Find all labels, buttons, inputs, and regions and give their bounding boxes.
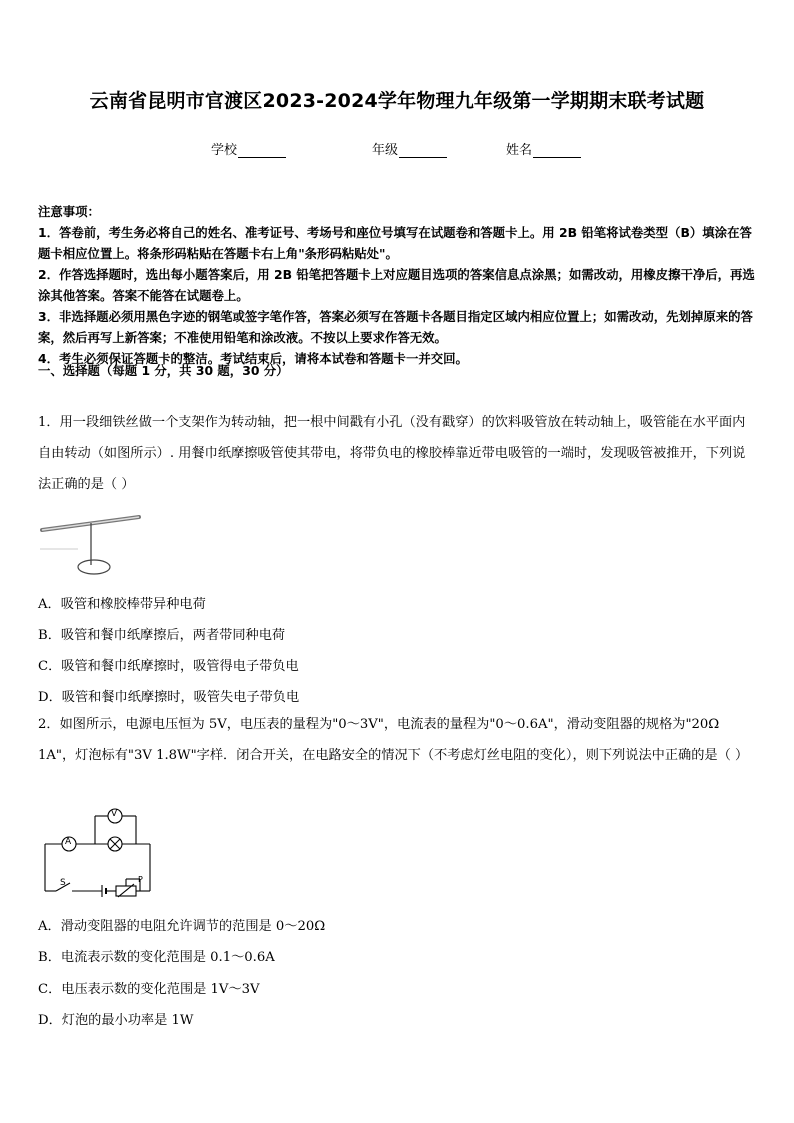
- grade-blank[interactable]: [399, 144, 447, 158]
- slider-label: P: [138, 875, 143, 884]
- question-2-option-a[interactable]: A．滑动变阻器的电阻允许调节的范围是 0～20Ω: [38, 919, 326, 934]
- circuit-diagram: [40, 806, 155, 898]
- question-1-stem: 1．用一段细铁丝做一个支架作为转动轴，把一根中间戳有小孔（没有戳穿）的饮料吸管放在转动轴上，吸管能在水平面内自由转动（如图所示）. 用餐巾纸摩擦吸管使其带电，将带负电的橡胶棒靠近带电吸管的一端时，发现吸管被推开，下列说法正确的是（ ）: [38, 415, 746, 492]
- notice-item-1: 1．答卷前，考生务必将自己的姓名、准考证号、考场号和座位号填写在试题卷和答题卡上。用 2B 铅笔将试卷类型（B）填涂在答题卡相应位置上。将条形码粘贴在答题卡右上角"条形码粘贴处"。: [38, 225, 752, 261]
- question-2-option-c[interactable]: C．电压表示数的变化范围是 1V～3V: [38, 982, 260, 997]
- name-label: 姓名: [506, 143, 533, 158]
- name-field[interactable]: [506, 139, 581, 158]
- school-label: 学校: [211, 143, 238, 158]
- question-2-stem: 2．如图所示，电源电压恒为 5V，电压表的量程为"0～3V"，电流表的量程为"0～0.6A"，滑动变阻器的规格为"20Ω 1A"，灯泡标有"3V 1.8W"字样．闭合开关，在电路安全的情况下（不考虑灯丝电阻的变化），则下列说法中正确的是（ ）: [38, 717, 749, 763]
- ammeter-label: A: [65, 837, 72, 847]
- section-heading: 一、选择题（每题 1 分，共 30 题，30 分）: [38, 363, 289, 378]
- question-2-option-d[interactable]: D．灯泡的最小功率是 1W: [38, 1013, 194, 1028]
- notice-item-3: 3．非选择题必须用黑色字迹的钢笔或签字笔作答，答案必须写在答题卡各题目指定区域内相应位置上；如需改动，先划掉原来的答案，然后再写上新答案；不准使用铅笔和涂改液。不按以上要求作答无效。: [38, 309, 753, 345]
- question-1-option-d[interactable]: D．吸管和餐巾纸摩擦时，吸管失电子带负电: [38, 690, 300, 705]
- notice-block: [38, 201, 758, 369]
- school-field[interactable]: [211, 139, 286, 158]
- notice-item-4: 4．考生必须保证答题卡的整洁。考试结束后，请将本试卷和答题卡一并交回。: [38, 351, 468, 366]
- notice-heading: 注意事项：: [38, 204, 100, 219]
- student-info-row: [0, 139, 794, 159]
- question-2-option-b[interactable]: B．电流表示数的变化范围是 0.1～0.6A: [38, 950, 275, 965]
- voltmeter-label: V: [111, 809, 118, 819]
- exam-title: 云南省昆明市官渡区2023-2024学年物理九年级第一学期期末联考试题: [89, 90, 705, 112]
- question-1-option-a[interactable]: A．吸管和橡胶棒带异种电荷: [38, 597, 206, 612]
- school-blank[interactable]: [238, 144, 286, 158]
- question-1-option-c[interactable]: C．吸管和餐巾纸摩擦时，吸管得电子带负电: [38, 659, 299, 674]
- grade-field[interactable]: [372, 139, 447, 158]
- notice-item-2: 2．作答选择题时，选出每小题答案后，用 2B 铅笔把答题卡上对应题目选项的答案信息点涂黑；如需改动，用橡皮擦干净后，再选涂其他答案。答案不能答在试题卷上。: [38, 267, 755, 303]
- name-blank[interactable]: [533, 144, 581, 158]
- question-1-option-b[interactable]: B．吸管和餐巾纸摩擦后，两者带同种电荷: [38, 628, 286, 643]
- question-2-text: [38, 709, 758, 771]
- question-1-text: [38, 407, 758, 500]
- switch-label: S: [60, 878, 66, 888]
- grade-label: 年级: [372, 143, 399, 158]
- straw-rotation-figure: [38, 512, 148, 578]
